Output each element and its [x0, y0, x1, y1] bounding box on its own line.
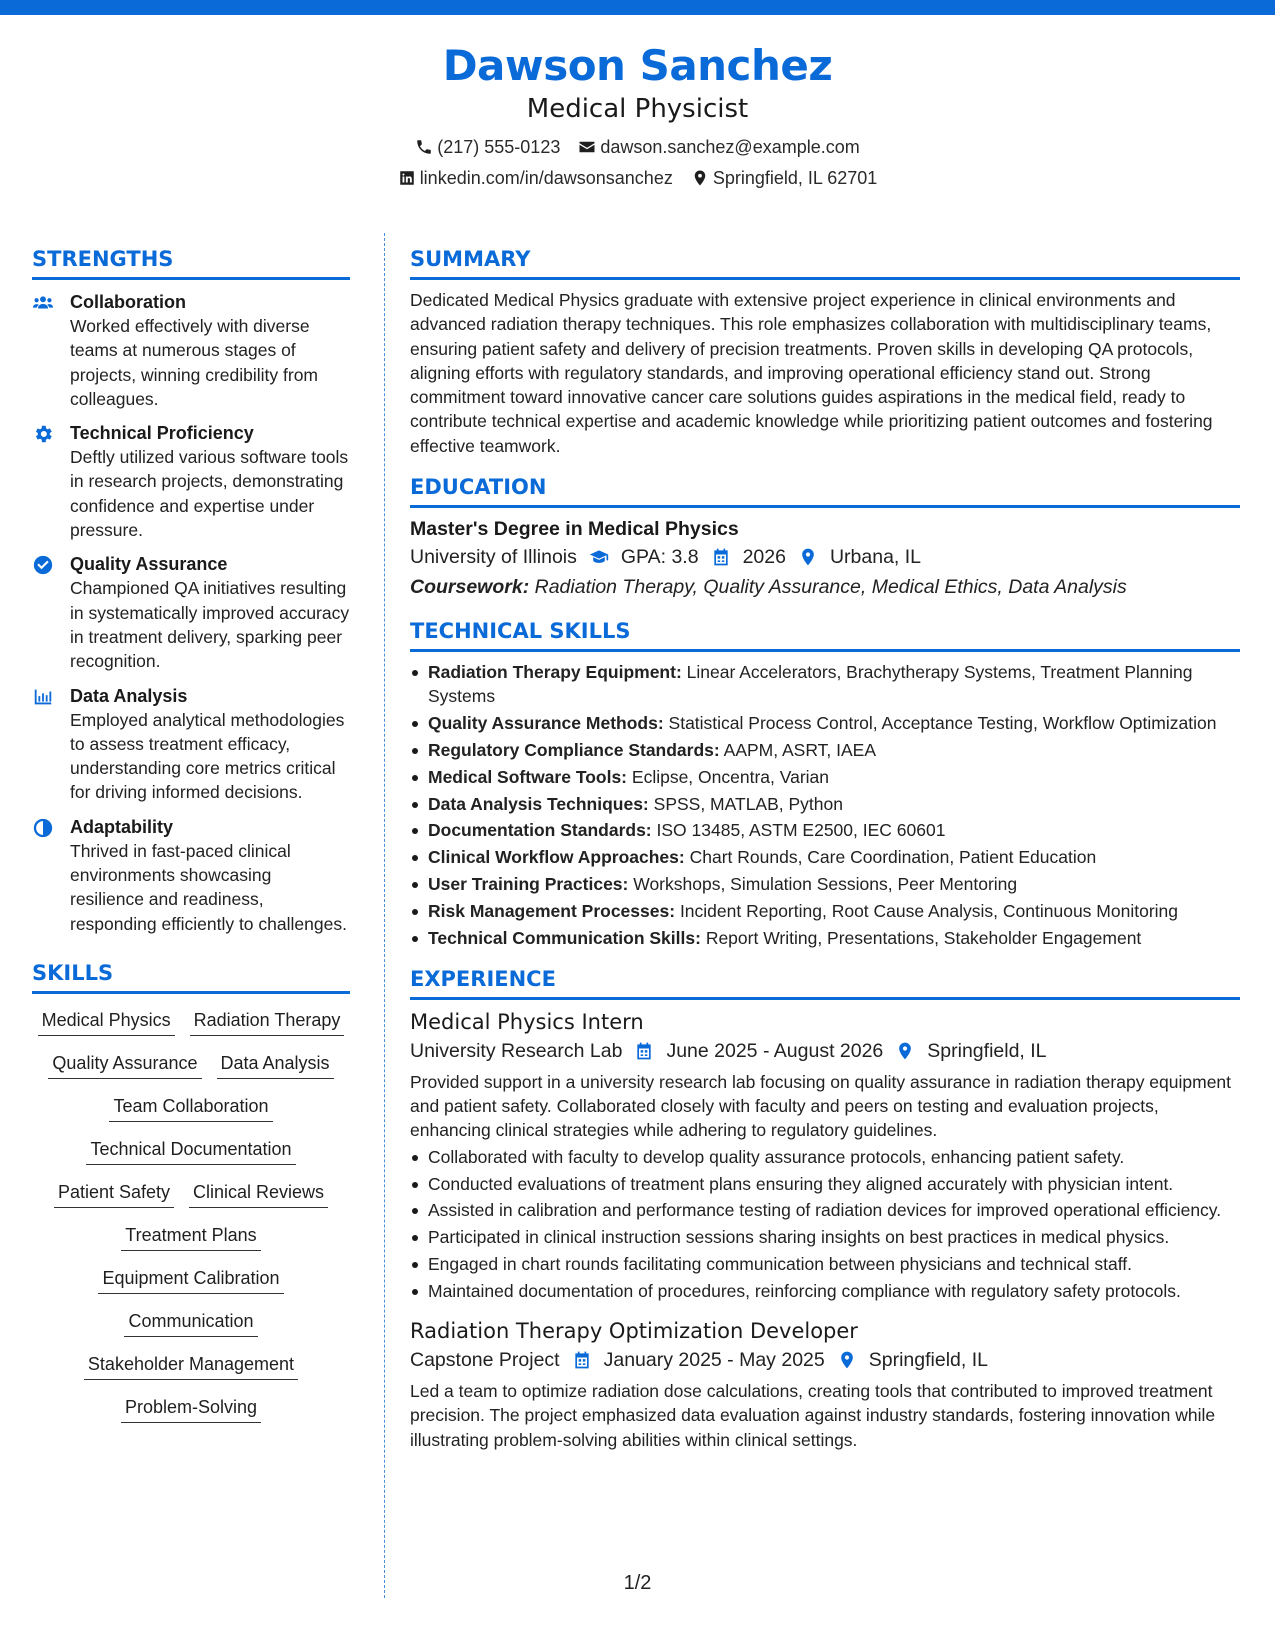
strength-desc: Championed QA initiatives resulting in systematically improved accuracy in treatment delivery, sparking peer recognition.: [70, 578, 350, 672]
page-number: 1/2: [623, 1572, 652, 1594]
location-contact: [691, 167, 877, 189]
coursework-list: Radiation Therapy, Quality Assurance, Medical Ethics, Data Analysis: [534, 576, 1127, 599]
job-description: Provided support in a university research lab focusing on quality assurance in radiation therapy equipment and patient safety. Collaborated closely with faculty and peers on testing and evaluation projects, enhancing clinical strategies while adhering to regulatory guidelines.: [410, 1071, 1232, 1141]
calendar-icon: [711, 547, 731, 567]
envelope-icon: [578, 138, 596, 156]
skill-tag: Treatment Plans: [121, 1223, 260, 1251]
tech-skill-value: Statistical Process Control, Acceptance Testing, Workflow Optimization: [668, 713, 1217, 734]
strength-desc: Employed analytical methodologies to assess treatment efficacy, understanding core metrics critical for driving informed decisions.: [70, 709, 345, 803]
skill-tag: Stakeholder Management: [84, 1352, 298, 1380]
skill-tag: Equipment Calibration: [98, 1266, 283, 1294]
strength-item: [32, 684, 350, 805]
half-circle-icon: [32, 817, 54, 839]
job-location: Springfield, IL: [927, 1039, 1047, 1062]
map-pin-icon: [691, 169, 709, 187]
top-accent-bar: [0, 0, 1275, 15]
right-column: [410, 246, 1240, 1452]
phone-text: (217) 555-0123: [437, 137, 561, 157]
graduation-cap-icon: [589, 547, 609, 567]
phone-contact[interactable]: [415, 136, 560, 158]
coursework-label: Coursework:: [410, 576, 530, 599]
job-dates: January 2025 - May 2025: [603, 1349, 825, 1372]
experience-heading: EXPERIENCE: [410, 966, 1240, 1000]
job-org: University Research Lab: [410, 1039, 623, 1062]
strength-title: Quality Assurance: [70, 554, 228, 575]
job-description: Led a team to optimize radiation dose calculations, creating tools that contributed to improved treatment precision. The project emphasized data evaluation against industry standards, fostering innovation while illustrating problem-solving abilities within clinical settings.: [410, 1381, 1216, 1450]
education-year: 2026: [742, 546, 786, 569]
tech-skill-value: Linear Accelerators, Brachytherapy Systems, Treatment Planning Systems: [428, 662, 1193, 707]
check-circle-icon: [32, 554, 54, 576]
job-bullets: [410, 1145, 1240, 1303]
phone-icon: [415, 138, 433, 156]
skill-tag: Problem-Solving: [121, 1395, 261, 1423]
candidate-title: Medical Physicist: [526, 94, 749, 124]
list-item: [410, 660, 1240, 709]
tech-skill-label: Risk Management Processes:: [428, 900, 676, 921]
tech-skill-label: Clinical Workflow Approaches:: [428, 847, 685, 868]
tech-skill-value: Workshops, Simulation Sessions, Peer Mentoring: [633, 873, 1018, 894]
strength-item: [32, 421, 350, 542]
map-pin-icon: [798, 547, 818, 567]
list-item: [410, 818, 1240, 842]
education-gpa: GPA: 3.8: [620, 546, 699, 569]
tech-skill-label: Data Analysis Techniques:: [428, 793, 649, 814]
education-meta: [410, 542, 1240, 572]
strengths-heading: STRENGTHS: [32, 246, 350, 280]
tech-skill-label: Medical Software Tools:: [428, 766, 628, 787]
skill-tag: Medical Physics: [38, 1008, 175, 1036]
tech-skill-label: Quality Assurance Methods:: [428, 713, 664, 734]
skill-tag: Data Analysis: [217, 1051, 334, 1079]
job-role: Medical Physics Intern: [410, 1009, 644, 1034]
candidate-name: Dawson Sanchez: [442, 41, 833, 90]
list-item: [410, 765, 1240, 789]
users-icon: [32, 292, 54, 314]
education-degree: Master's Degree in Medical Physics: [410, 518, 739, 541]
strength-desc: Worked effectively with diverse teams at numerous stages of projects, winning credibility from colleagues.: [70, 316, 319, 409]
strength-title: Technical Proficiency: [70, 423, 254, 444]
gear-icon: [32, 423, 54, 445]
strength-title: Data Analysis: [70, 685, 188, 706]
tech-skill-value: Report Writing, Presentations, Stakeholder Engagement: [705, 927, 1142, 948]
strength-item: [32, 815, 350, 936]
list-item: [410, 792, 1240, 816]
job-location: Springfield, IL: [868, 1349, 988, 1372]
strengths-list: [32, 290, 350, 936]
list-item: [410, 711, 1240, 735]
job-entry: [410, 1008, 1240, 1303]
email-text: dawson.sanchez@example.com: [600, 137, 860, 157]
left-column: [32, 246, 350, 1423]
strength-item: [32, 552, 350, 673]
bar-chart-icon: [32, 686, 54, 708]
skill-tag: Radiation Therapy: [190, 1008, 345, 1036]
list-item: [410, 926, 1240, 950]
list-item: Assisted in calibration and performance testing of radiation devices for improved operational efficiency.: [410, 1198, 1240, 1222]
skill-tag: Team Collaboration: [109, 1094, 272, 1122]
strength-item: [32, 290, 350, 411]
tech-skill-label: Radiation Therapy Equipment:: [428, 662, 682, 683]
tech-skill-label: User Training Practices:: [428, 873, 629, 894]
skill-tag: Communication: [124, 1309, 257, 1337]
skill-tag: Patient Safety: [54, 1180, 174, 1208]
skill-tag: Quality Assurance: [48, 1051, 201, 1079]
skill-tag: Technical Documentation: [86, 1137, 295, 1165]
tech-skill-value: Incident Reporting, Root Cause Analysis, Continuous Monitoring: [679, 900, 1178, 921]
email-contact[interactable]: [578, 136, 859, 158]
location-text: Springfield, IL 62701: [712, 168, 878, 188]
list-item: Collaborated with faculty to develop quality assurance protocols, enhancing patient safety.: [410, 1145, 1240, 1169]
strength-title: Collaboration: [70, 292, 186, 312]
tech-skill-value: AAPM, ASRT, IAEA: [723, 739, 877, 760]
summary-heading: SUMMARY: [410, 246, 1240, 280]
tech-skill-label: Technical Communication Skills:: [428, 927, 701, 948]
skills-tags: [32, 1008, 350, 1423]
job-meta: [410, 1345, 1240, 1375]
skill-tag: Clinical Reviews: [189, 1180, 328, 1208]
strength-desc: Deftly utilized various software tools in research projects, demonstrating confidence and expertise under pressure.: [70, 447, 349, 541]
education-heading: EDUCATION: [410, 474, 1240, 508]
education-coursework: [410, 572, 1240, 602]
tech-skill-value: ISO 13485, ASTM E2500, IEC 60601: [656, 820, 946, 841]
linkedin-icon: [398, 169, 416, 187]
list-item: Conducted evaluations of treatment plans ensuring they aligned accurately with physician intent.: [410, 1172, 1240, 1196]
list-item: [410, 872, 1240, 896]
linkedin-contact[interactable]: [398, 167, 673, 189]
contact-row-1: [0, 136, 1275, 158]
calendar-icon: [634, 1041, 654, 1061]
education-school: University of Illinois: [410, 546, 577, 569]
job-role: Radiation Therapy Optimization Developer: [410, 1319, 858, 1344]
technical-skills-heading: TECHNICAL SKILLS: [410, 618, 1240, 652]
skills-heading: SKILLS: [32, 960, 350, 994]
job-meta: [410, 1036, 1240, 1066]
list-item: Participated in clinical instruction sessions sharing insights on best practices in medical physics.: [410, 1225, 1240, 1249]
list-item: [410, 845, 1240, 869]
list-item: [410, 738, 1240, 762]
linkedin-text: linkedin.com/in/dawsonsanchez: [419, 168, 673, 188]
list-item: Maintained documentation of procedures, reinforcing compliance with regulatory safety protocols.: [410, 1279, 1240, 1303]
resume-header: [0, 40, 1275, 189]
job-dates: June 2025 - August 2026: [666, 1039, 884, 1062]
strength-desc: Thrived in fast-paced clinical environments showcasing resilience and readiness, responding efficiently to challenges.: [70, 840, 347, 934]
map-pin-icon: [837, 1350, 857, 1370]
job-entry: [410, 1317, 1240, 1452]
summary-text: Dedicated Medical Physics graduate with extensive project experience in clinical environments and advanced radiation therapy techniques. This role emphasizes collaboration with multidisciplinary teams, ensuring patient safety and delivery of precision treatments. Proven skills in developing QA protocols, aligning efforts with regulatory standards, and improving operational efficiency stand out. Strong commitment toward innovative cancer care solutions guides aspirations in the medical field, ready to contribute technical expertise and academic knowledge while prioritizing patient outcomes and fostering effective teamwork.: [410, 290, 1213, 456]
list-item: Engaged in chart rounds facilitating communication between physicians and technical staff.: [410, 1252, 1240, 1276]
contact-row-2: [0, 167, 1275, 189]
job-org: Capstone Project: [410, 1349, 560, 1372]
calendar-icon: [572, 1350, 592, 1370]
column-divider: [384, 233, 385, 1598]
strength-title: Adaptability: [70, 816, 174, 837]
tech-skill-label: Regulatory Compliance Standards:: [428, 739, 720, 760]
technical-skills-list: [410, 660, 1240, 950]
map-pin-icon: [895, 1041, 915, 1061]
tech-skill-label: Documentation Standards:: [428, 820, 652, 841]
education-location: Urbana, IL: [829, 546, 922, 569]
tech-skill-value: Eclipse, Oncentra, Varian: [631, 766, 830, 787]
tech-skill-value: Chart Rounds, Care Coordination, Patient Education: [689, 847, 1097, 868]
list-item: [410, 899, 1240, 923]
tech-skill-value: SPSS, MATLAB, Python: [653, 793, 843, 814]
